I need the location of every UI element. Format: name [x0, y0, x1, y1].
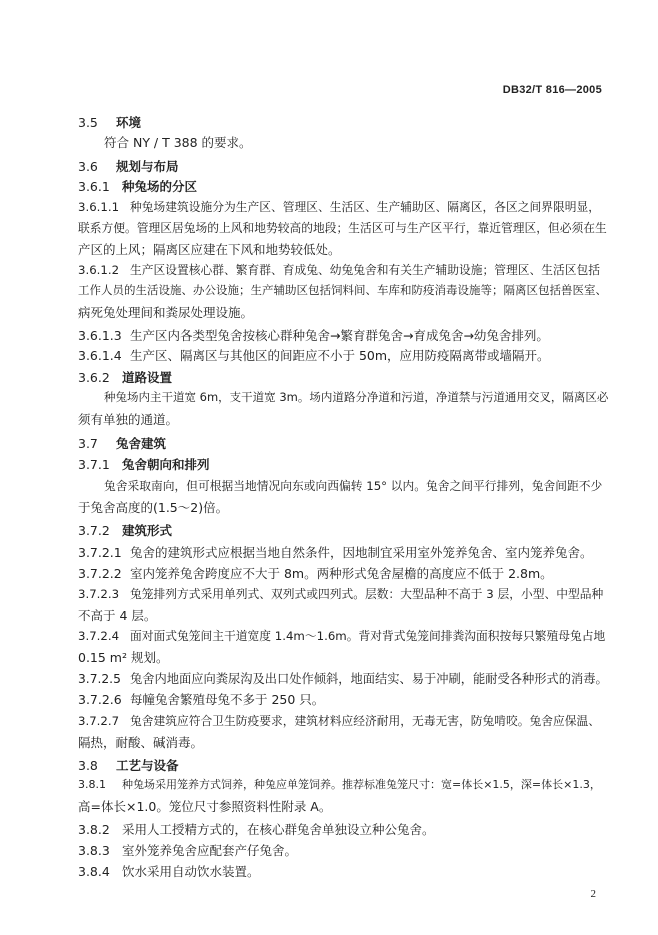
text-line — [78, 543, 593, 561]
clause-text: 生产区内各类型兔舍按核心群种兔舍→繁育群兔舍→育成兔舍→幼兔舍排列。 — [130, 328, 549, 343]
text-line — [78, 690, 324, 708]
clause-number: 3.8.2 — [78, 822, 110, 837]
clause-number: 3.7.1 — [78, 457, 110, 472]
clause-number: 3.7.2 — [78, 523, 110, 538]
clause-text: 病死兔处理间和粪尿处理设施。 — [78, 305, 254, 320]
clause-text: 工作人员的生活设施、办公设施；生产辅助区包括饲料间、车库和防疫消毒设施等；隔离区包括兽医室、 — [78, 283, 607, 297]
text-line — [78, 841, 297, 859]
text-line — [78, 776, 601, 792]
clause-text: 兔舍建筑应符合卫生防疫要求，建筑材料应经济耐用，无毒无害，防兔啃咬。兔舍应保温、 — [130, 714, 600, 728]
text-line — [78, 261, 600, 278]
heading-text: 种兔场的分区 — [122, 179, 198, 194]
text-line — [78, 820, 435, 838]
clause-number: 3.6.2 — [78, 370, 110, 385]
clause-text: 兔笼排列方式采用单列式、双列式或四列式。层数：大型品种不高于 3 层，小型、中型品种 — [130, 587, 604, 601]
clause-text: 种兔场采用笼养方式饲养，种兔应单笼饲养。推荐标准兔笼尺寸：宽=体长×1.5，深=体长×1.3， — [122, 778, 601, 791]
clause-text: 兔舍采取南向，但可根据当地情况向东或向西偏转 15° 以内。兔舍之间平行排列，兔舍间距不少 — [104, 479, 603, 493]
text-line — [78, 219, 607, 236]
clause-number: 3.7.2.5 — [78, 672, 121, 686]
text-line — [78, 712, 600, 729]
clause-number: 3.8.1 — [78, 778, 106, 791]
section-heading — [78, 521, 172, 539]
heading-text: 兔舍建筑 — [116, 436, 167, 451]
clause-text: 符合 NY / T 388 的要求。 — [104, 135, 252, 150]
text-line — [78, 198, 600, 215]
clause-number: 3.7 — [78, 436, 98, 451]
clause-text: 0.15 m² 规划。 — [78, 650, 169, 665]
clause-text: 饮水采用自动饮水装置。 — [122, 864, 260, 879]
section-heading — [78, 157, 179, 175]
section-heading — [78, 756, 179, 774]
clause-text: 种兔场建筑设施分为生产区、管理区、生活区、生产辅助区、隔离区，各区之间界限明显， — [130, 200, 600, 214]
heading-text: 道路设置 — [122, 370, 173, 385]
clause-text: 面对面式兔笼间主干道宽度 1.4m～1.6m。背对背式兔笼间排粪沟面积按每只繁殖母兔占地 — [130, 629, 606, 643]
text-line — [104, 477, 602, 494]
clause-number: 3.6.1.1 — [78, 200, 120, 214]
text-line — [104, 389, 608, 405]
clause-number: 3.7.2.4 — [78, 629, 120, 643]
section-heading — [78, 113, 141, 131]
text-line — [78, 648, 168, 666]
text-line — [78, 410, 178, 428]
text-line — [78, 733, 203, 751]
clause-text: 产区的上风；隔离区应建在下风和地势较低处。 — [78, 242, 341, 257]
clause-number: 3.7.2.6 — [78, 692, 122, 707]
clause-number: 3.6.1.4 — [78, 348, 122, 363]
clause-number: 3.7.2.7 — [78, 714, 120, 728]
text-line — [78, 606, 156, 624]
clause-text: 每幢兔舍繁殖母兔不多于 250 只。 — [130, 692, 325, 707]
clause-text: 室外笼养兔舍应配套产仔兔舍。 — [122, 843, 298, 858]
text-line — [78, 564, 553, 582]
clause-text: 须有单独的通道。 — [78, 412, 179, 427]
heading-text: 建筑形式 — [122, 523, 173, 538]
clause-number: 3.7.2.2 — [78, 566, 122, 581]
text-line — [78, 326, 549, 344]
page-number: 2 — [590, 888, 596, 900]
text-line — [78, 346, 550, 364]
clause-text: 隔热，耐酸、碱消毒。 — [78, 735, 204, 750]
clause-text: 高=体长×1.0。笼位尺寸参照资料性附录 A。 — [78, 799, 332, 814]
clause-text: 兔舍的建筑形式应根据当地自然条件，因地制宜采用室外笼养兔舍、室内笼养兔舍。 — [130, 545, 593, 560]
clause-number: 3.8.3 — [78, 843, 110, 858]
clause-text: 室内笼养兔舍跨度应不大于 8m。两种形式兔舍屋檐的高度应不低于 2.8m。 — [130, 566, 553, 581]
section-heading — [78, 455, 210, 473]
clause-text: 生产区、隔离区与其他区的间距应不小于 50m，应用防疫隔离带或墙隔开。 — [130, 348, 550, 363]
text-line — [78, 240, 341, 258]
clause-number: 3.7.2.1 — [78, 545, 122, 560]
clause-number: 3.6.1.2 — [78, 263, 120, 277]
text-line — [78, 627, 605, 644]
text-line — [78, 669, 608, 687]
section-heading — [78, 368, 172, 386]
clause-text: 联系方便。管理区居兔场的上风和地势较高的地段；生活区可与生产区平行，靠近管理区，但必须在生 — [78, 221, 607, 235]
clause-number: 3.5 — [78, 115, 98, 130]
section-heading — [78, 434, 166, 452]
clause-text: 采用人工授精方式的，在核心群兔舍单独设立种公兔舍。 — [122, 822, 435, 837]
text-line — [78, 303, 253, 321]
clause-text: 种兔场内主干道宽 6m，支干道宽 3m。场内道路分净道和污道，净道禁与污道通用交叉，隔离区必 — [104, 390, 609, 404]
clause-text: 生产区设置核心群、繁育群、育成兔、幼兔兔舍和有关生产辅助设施；管理区、生活区包括 — [130, 263, 600, 277]
heading-text: 兔舍朝向和排列 — [122, 457, 210, 472]
text-line — [78, 498, 228, 516]
section-heading — [78, 177, 197, 195]
text-line — [78, 282, 607, 298]
clause-text: 不高于 4 层。 — [78, 608, 157, 623]
heading-text: 环境 — [116, 115, 142, 130]
clause-number: 3.8 — [78, 758, 98, 773]
heading-text: 工艺与设备 — [116, 758, 179, 773]
clause-text: 于兔舍高度的(1.5～2)倍。 — [78, 500, 229, 515]
document-number: DB32/T 816—2005 — [502, 84, 602, 96]
clause-text: 兔舍内地面应向粪尿沟及出口处作倾斜，地面结实、易于冲刷，能耐受各种形式的消毒。 — [130, 672, 608, 686]
text-line — [78, 797, 331, 815]
text-line — [78, 862, 260, 880]
clause-number: 3.8.4 — [78, 864, 110, 879]
clause-number: 3.6.1 — [78, 179, 110, 194]
clause-number: 3.6 — [78, 159, 98, 174]
heading-text: 规划与布局 — [116, 159, 179, 174]
clause-number: 3.7.2.3 — [78, 587, 120, 601]
text-line — [104, 133, 252, 151]
text-line — [78, 585, 603, 602]
clause-number: 3.6.1.3 — [78, 328, 122, 343]
